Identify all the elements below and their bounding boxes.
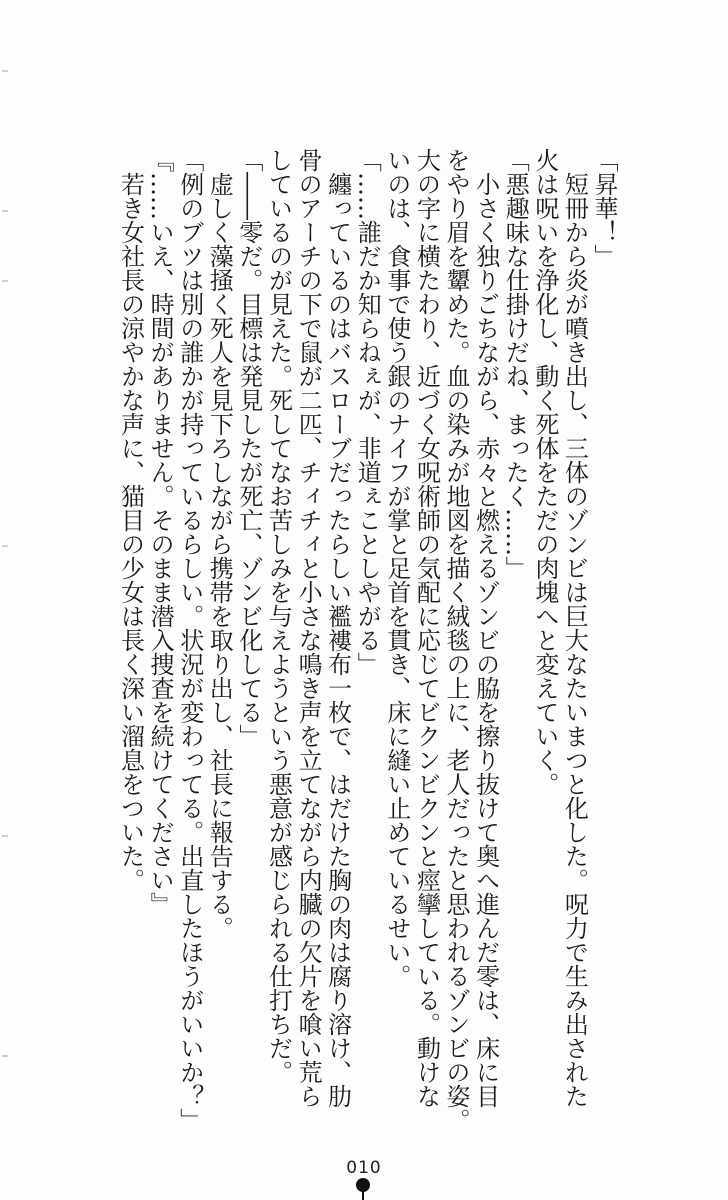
- edge-mark: [2, 545, 8, 547]
- text-line: 纏っているのはバスローブだったらしい襤褸布一枚で、はだけた胸の肉は腐り溶け、肋: [323, 148, 352, 1108]
- edge-mark: [2, 1055, 8, 1057]
- edge-mark: [2, 835, 8, 837]
- edge-mark: [2, 280, 8, 282]
- text-line: 「……誰だか知らねぇが、非道ぇことしやがる」: [353, 148, 382, 676]
- text-line: しているのが見えた。死してなお苦しみを与えようという悪意が感じられる仕打ちだ。: [264, 148, 293, 1084]
- text-line: 虚しく藻掻く死人を見下ろしながら携帯を取り出し、社長に報告する。: [205, 148, 234, 940]
- vertical-text-body: [115, 148, 618, 1132]
- edge-mark: [2, 70, 8, 72]
- text-line: 短冊から炎が噴き出し、三体のゾンビは巨大なたいまつと化した。呪力で生み出された: [560, 148, 589, 1108]
- text-line: 小さく独りごちながら、赤々と燃えるゾンビの脇を擦り抜けて奥へ進んだ零は、床に目: [471, 148, 500, 1108]
- text-line: 「悪趣味な仕掛けだね、まったく……」: [501, 148, 530, 580]
- text-line: 「――零だ。目標は発見したが死亡、ゾンビ化してる」: [234, 148, 263, 748]
- page-marker-icon: [356, 1178, 370, 1200]
- text-line: 骨のアーチの下で鼠が二匹、チィチィと小さな鳴き声を立てながら内臓の欠片を喰い荒ら: [294, 148, 323, 1108]
- text-line: 『……いえ、時間がありません。そのまま潜入捜査を続けてください』: [146, 148, 175, 916]
- text-line: 大の字に横たわり、近づく女呪術師の気配に応じてビクンビクンと痙攣している。動けな: [412, 148, 441, 1108]
- text-line: いのは、食事で使う銀のナイフが掌と足首を貫き、床に縫い止めているせい。: [382, 148, 411, 988]
- text-line: 「例のブツは別の誰かが持っているらしい。状況が変わってる。出直したほうがいいか？」: [175, 148, 204, 1132]
- text-line: 若き女社長の涼やかな声に、猫目の少女は長く深い溜息をついた。: [116, 148, 145, 892]
- text-line: 「昇華！」: [590, 148, 618, 268]
- text-line: をやり眉を顰めた。血の染みが地図を描く絨毯の上に、老人だったと思われるゾンビの姿。: [442, 148, 471, 1132]
- page-number: 010: [346, 1158, 382, 1178]
- marker-stem: [362, 1190, 364, 1200]
- text-line: 火は呪いを浄化し、動く死体をただの肉塊へと変えていく。: [530, 148, 559, 796]
- edge-mark: [2, 210, 8, 212]
